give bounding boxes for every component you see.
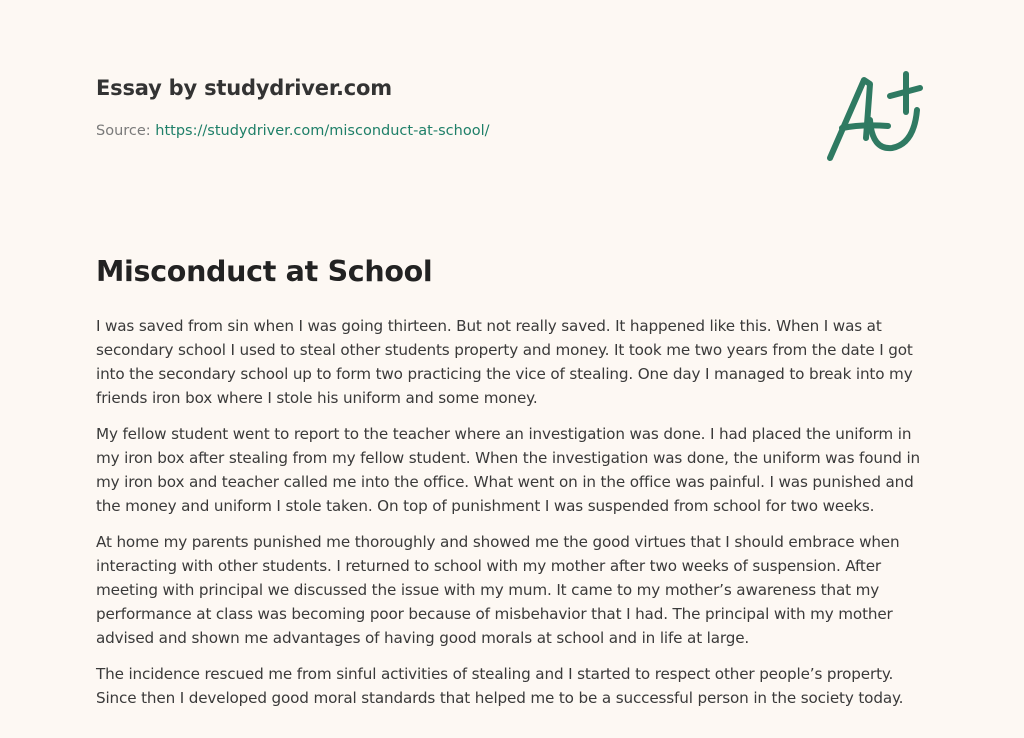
source-line bbox=[96, 123, 489, 139]
source-link[interactable]: https://studydriver.com/misconduct-at-school/ bbox=[155, 123, 490, 139]
paragraph: My fellow student went to report to the teacher where an investigation was done. I had placed the uniform in my iron box after stealing from my fellow student. When the investigation was done, the uniform was found in my iron box and teacher called me into the office. What went on in the office was painful. I was punished and the money and uniform I stole taken. On top of punishment I was suspended from school for two weeks. bbox=[96, 425, 921, 515]
paragraph: I was saved from sin when I was going thirteen. But not really saved. It happened like this. When I was at secondary school I used to steal other students property and money. It took me two years from the date I got into the secondary school up to form two practicing the vice of stealing. One day I managed to break into my friends iron box where I stole his uniform and some money. bbox=[96, 317, 913, 407]
article-title: Misconduct at School bbox=[96, 255, 433, 288]
source-label: Source: bbox=[96, 123, 151, 139]
a-plus-logo bbox=[822, 68, 932, 164]
article-body bbox=[96, 314, 932, 722]
paragraph: The incidence rescued me from sinful activities of stealing and I started to respect other people’s property. Since then I developed good moral standards that helped me to be a successful person in the society today. bbox=[96, 665, 904, 707]
site-title: Essay by studydriver.com bbox=[96, 76, 392, 100]
paragraph: At home my parents punished me thoroughly and showed me the good virtues that I should embrace when interacting with other students. I returned to school with my mother after two weeks of suspension. After meeting with principal we discussed the issue with my mum. It came to my mother’s awareness that my performance at class was becoming poor because of misbehavior that I had. The principal with my mother advised and shown me advantages of having good morals at school and in life at large. bbox=[96, 533, 900, 647]
